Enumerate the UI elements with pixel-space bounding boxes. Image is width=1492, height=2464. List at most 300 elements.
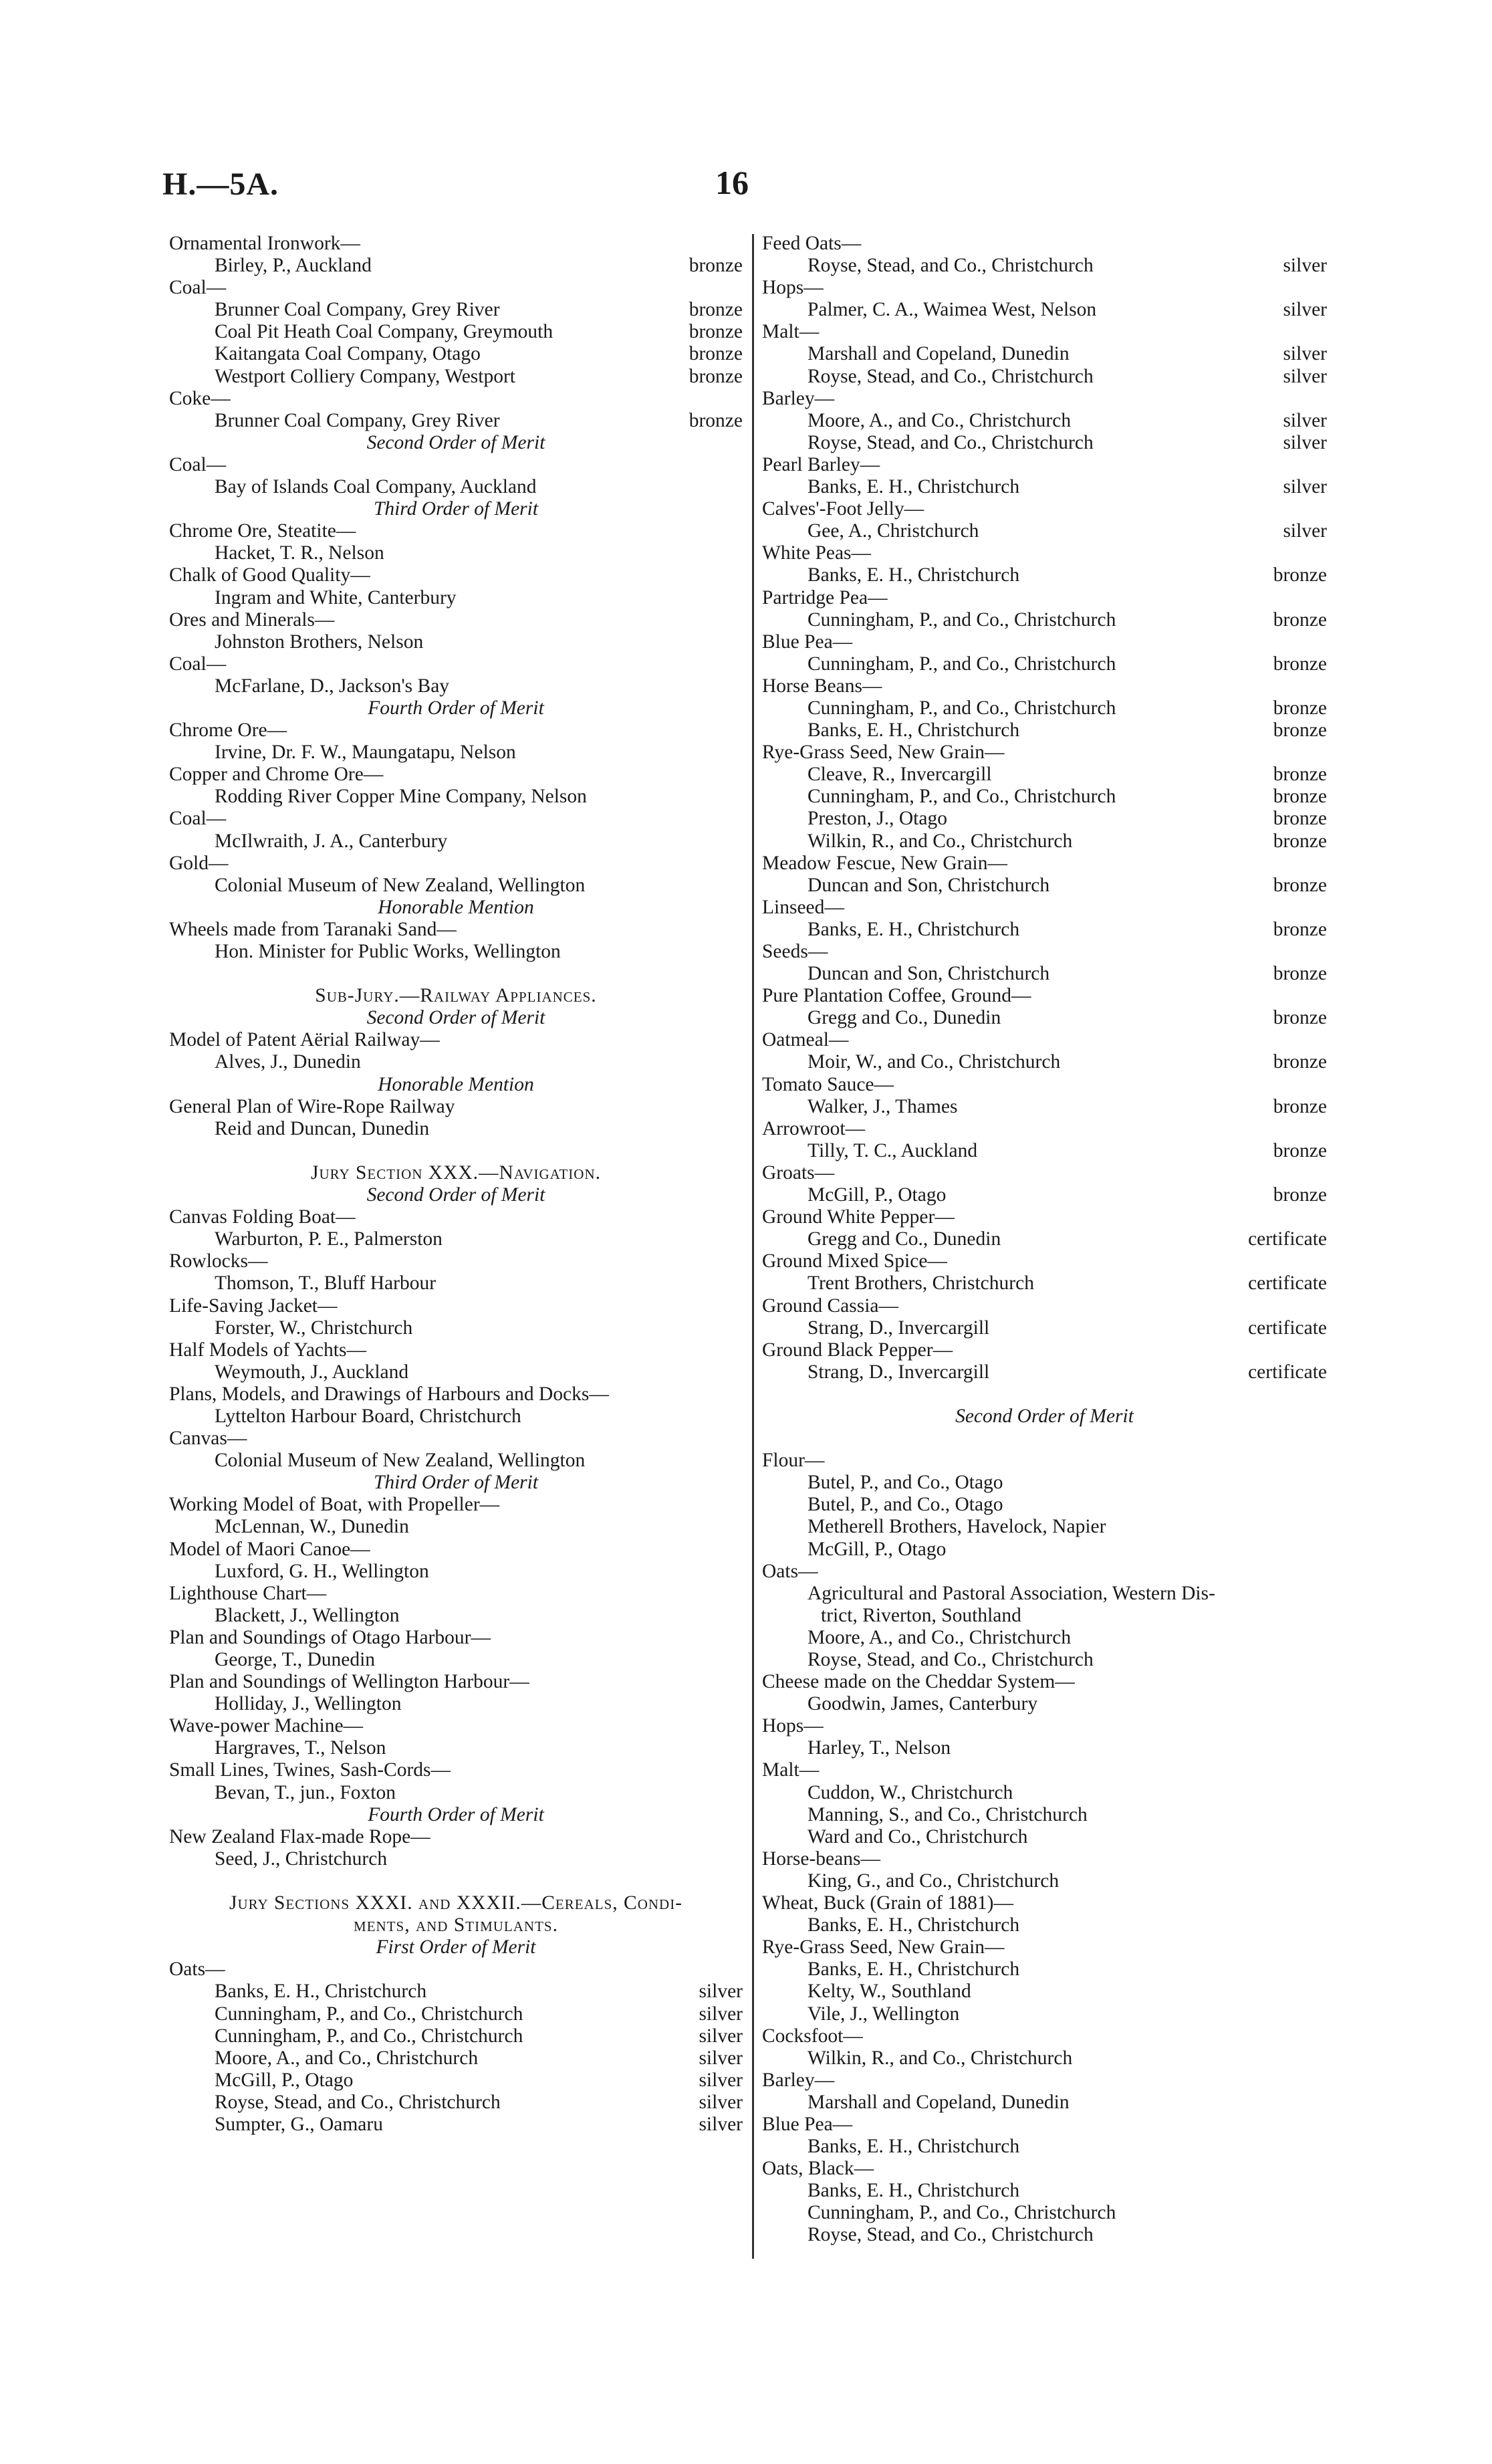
line-text: Banks, E. H., Christchurch: [807, 2136, 1020, 2158]
entry-line: [762, 410, 1327, 432]
entry-line: [169, 1450, 743, 1472]
line-text: First Order of Merit: [376, 1936, 536, 1958]
entry-line: [762, 1051, 1327, 1073]
line-text: McGill, P., Otago: [215, 2069, 354, 2091]
line-text: Chrome Ore—: [169, 719, 287, 742]
entry-line: [169, 631, 743, 653]
line-text: Rye-Grass Seed, New Grain—: [762, 742, 1005, 764]
entry-line: [762, 432, 1327, 454]
line-text: Gold—: [169, 852, 229, 874]
entry-line: [762, 1804, 1327, 1826]
line-text: Wheat, Buck (Grain of 1881)—: [762, 1892, 1014, 1914]
entry-line: [169, 1649, 743, 1671]
award-label: bronze: [1273, 608, 1327, 631]
line-text: Royse, Stead, and Co., Christchurch: [807, 431, 1094, 453]
category-line: [169, 388, 743, 410]
line-text: Ores and Minerals—: [169, 608, 335, 631]
line-text: Kelty, W., Southland: [807, 1981, 971, 2003]
entry-line: [762, 1870, 1327, 1892]
category-line: [762, 587, 1327, 609]
line-text: Banks, E. H., Christchurch: [215, 1981, 427, 2003]
line-text: Warburton, P. E., Palmerston: [215, 1228, 443, 1250]
award-label: certificate: [1248, 1272, 1327, 1295]
spacer: [169, 1140, 743, 1162]
order-of-merit-heading: [169, 432, 743, 454]
order-of-merit-heading: [169, 1936, 743, 1958]
category-line: [169, 1583, 743, 1605]
category-line: [169, 1383, 743, 1406]
line-text: Palmer, C. A., Waimea West, Nelson: [807, 299, 1097, 321]
category-line: [169, 1295, 743, 1317]
award-label: silver: [699, 2003, 743, 2025]
jury-section-heading: [169, 1162, 743, 1184]
entry-line: [169, 2092, 743, 2114]
award-label: bronze: [1273, 653, 1327, 675]
line-text: Birley, P., Auckland: [215, 255, 372, 277]
entry-line: [169, 1737, 743, 1759]
award-label: silver: [1283, 409, 1327, 431]
line-text: Cocksfoot—: [762, 2025, 863, 2047]
line-text: Marshall and Copeland, Dunedin: [807, 343, 1070, 365]
entry-line: [762, 1494, 1327, 1516]
page-number: 16: [715, 164, 749, 201]
line-text: King, G., and Co., Christchurch: [807, 1870, 1060, 1892]
line-text: Groats—: [762, 1161, 835, 1184]
line-text: Fourth Order of Merit: [368, 697, 544, 719]
order-of-merit-heading: [169, 1184, 743, 1206]
entry-line: [762, 1539, 1327, 1561]
award-label: bronze: [1273, 697, 1327, 719]
line-text: Blue Pea—: [762, 631, 853, 653]
line-text: Rye-Grass Seed, New Grain—: [762, 1936, 1005, 1958]
category-line: [762, 1162, 1327, 1184]
line-text: Manning, S., and Co., Christchurch: [807, 1803, 1088, 1825]
line-text: Life-Saving Jacket—: [169, 1295, 338, 1317]
line-text: Banks, E. H., Christchurch: [807, 1958, 1020, 1981]
entry-line: [169, 1516, 743, 1538]
line-text: Forster, W., Christchurch: [215, 1317, 413, 1339]
line-text: Model of Maori Canoe—: [169, 1538, 370, 1560]
award-label: bronze: [689, 321, 743, 343]
line-text: Canvas Folding Boat—: [169, 1206, 356, 1228]
entry-line: [169, 941, 743, 963]
line-text: Hacket, T. R., Nelson: [215, 542, 384, 564]
entry-line: [762, 520, 1327, 542]
line-text: Third Order of Merit: [373, 498, 539, 520]
line-text: Johnston Brothers, Nelson: [215, 631, 424, 653]
category-line: [169, 1250, 743, 1272]
entry-line: [169, 2069, 743, 2092]
category-line: [762, 454, 1327, 476]
category-line: [169, 1715, 743, 1737]
line-text: Ground Mixed Spice—: [762, 1250, 947, 1272]
order-of-merit-heading: [169, 1804, 743, 1826]
line-text: Seeds—: [762, 941, 828, 962]
category-line: [169, 564, 743, 586]
spacer: [169, 1870, 743, 1892]
jury-section-heading-continued: [169, 1914, 743, 1936]
category-line: [762, 1450, 1327, 1472]
order-of-merit-heading: [169, 897, 743, 919]
category-line: [762, 675, 1327, 697]
line-text: Coal—: [169, 277, 227, 299]
award-label: bronze: [1273, 874, 1327, 896]
category-line: [169, 520, 743, 542]
category-line: [762, 498, 1327, 520]
entry-line: [169, 875, 743, 897]
award-label: bronze: [689, 409, 743, 431]
entry-line: [762, 2136, 1327, 2158]
entry-line: [169, 410, 743, 432]
order-of-merit-heading: [169, 498, 743, 520]
line-text: Banks, E. H., Christchurch: [807, 918, 1020, 940]
entry-line: [169, 2047, 743, 2069]
category-line: [762, 631, 1327, 653]
line-text: Model of Patent Aërial Railway—: [169, 1029, 440, 1051]
line-text: Plan and Soundings of Otago Harbour—: [169, 1626, 491, 1648]
category-line: [762, 1339, 1327, 1361]
category-line: [169, 1494, 743, 1516]
entry-line: [762, 299, 1327, 321]
line-text: Banks, E. H., Christchurch: [807, 1914, 1020, 1936]
category-line: [762, 853, 1327, 875]
category-line: [169, 454, 743, 476]
spacer: [169, 963, 743, 985]
spacer: [762, 1383, 1327, 1406]
line-text: Gregg and Co., Dunedin: [807, 1007, 1001, 1029]
entry-line: [169, 1228, 743, 1250]
line-text: Chalk of Good Quality—: [169, 564, 370, 586]
entry-line: [169, 321, 743, 343]
line-text: Oatmeal—: [762, 1029, 849, 1051]
line-text: McFarlane, D., Jackson's Bay: [215, 675, 450, 697]
entry-line: [169, 1693, 743, 1715]
line-text: Blackett, J., Wellington: [215, 1604, 400, 1626]
category-line: [762, 985, 1327, 1007]
line-text: Banks, E. H., Christchurch: [807, 476, 1020, 498]
line-text: McLennan, W., Dunedin: [215, 1516, 409, 1538]
category-line: [169, 764, 743, 786]
entry-line: [169, 343, 743, 365]
order-of-merit-heading: [169, 1007, 743, 1029]
award-label: silver: [699, 1981, 743, 2003]
line-text: Second Order of Merit: [366, 431, 545, 453]
line-text: Partridge Pea—: [762, 586, 888, 608]
entry-line: [762, 1914, 1327, 1936]
line-text: Strang, D., Invercargill: [807, 1317, 990, 1339]
category-line: [169, 1206, 743, 1228]
award-label: bronze: [1273, 1095, 1327, 1117]
line-text: Flour—: [762, 1450, 825, 1472]
award-label: silver: [1283, 476, 1327, 498]
line-text: Cunningham, P., and Co., Christchurch: [807, 2202, 1116, 2224]
line-text: Marshall and Copeland, Dunedin: [807, 2091, 1070, 2113]
line-text: Reid and Duncan, Dunedin: [215, 1117, 430, 1139]
category-line: [169, 1428, 743, 1450]
entry-line: [169, 675, 743, 697]
line-text: Tilly, T. C., Auckland: [807, 1139, 978, 1161]
entry-line: [762, 1096, 1327, 1118]
award-label: silver: [1283, 520, 1327, 542]
line-text: Blue Pea—: [762, 2113, 853, 2135]
line-text: Horse-beans—: [762, 1847, 880, 1870]
category-line: [762, 2069, 1327, 2092]
line-text: Feed Oats—: [762, 233, 862, 254]
entry-line: [169, 1605, 743, 1627]
column-divider: [752, 234, 754, 2259]
line-text: Plan and Soundings of Wellington Harbour—: [169, 1671, 529, 1693]
category-line: [169, 233, 743, 255]
line-text: Coal—: [169, 653, 227, 675]
line-text: Moore, A., and Co., Christchurch: [807, 1626, 1072, 1648]
line-text: Copper and Chrome Ore—: [169, 764, 384, 786]
category-line: [762, 277, 1327, 299]
entry-line: [169, 1272, 743, 1295]
line-text: Jury Sections XXXI. and XXXII.—Cereals, Condi-: [229, 1892, 683, 1914]
line-text: Linseed—: [762, 896, 844, 918]
entry-line: [762, 343, 1327, 365]
line-text: Moore, A., and Co., Christchurch: [215, 2047, 479, 2069]
line-text: Cleave, R., Invercargill: [807, 764, 992, 786]
category-line: [762, 1848, 1327, 1870]
line-text: Cheese made on the Cheddar System—: [762, 1671, 1075, 1693]
line-text: Strang, D., Invercargill: [807, 1361, 990, 1383]
line-text: Hargraves, T., Nelson: [215, 1737, 386, 1759]
category-line: [169, 719, 743, 742]
line-text: Coal—: [169, 808, 227, 830]
line-text: Walker, J., Thames: [807, 1095, 958, 1117]
category-line: [762, 1118, 1327, 1140]
category-line: [169, 919, 743, 941]
entry-line: [762, 1782, 1327, 1804]
entry-line: [762, 2092, 1327, 2114]
category-line: [762, 1671, 1327, 1693]
entry-line: [762, 963, 1327, 985]
line-text: Sumpter, G., Oamaru: [215, 2113, 383, 2135]
entry-line: [762, 1007, 1327, 1029]
line-text: Moore, A., and Co., Christchurch: [807, 409, 1072, 431]
line-text: Lighthouse Chart—: [169, 1582, 327, 1604]
entry-line: [169, 2114, 743, 2136]
entry-line: [762, 1272, 1327, 1295]
line-text: ments, and Stimulants.: [354, 1914, 558, 1936]
category-line: [762, 388, 1327, 410]
entry-line: [762, 1583, 1327, 1605]
entry-line: [762, 697, 1327, 719]
entry-line: [169, 1406, 743, 1428]
line-text: Chrome Ore, Steatite—: [169, 520, 356, 542]
category-line: [762, 1206, 1327, 1228]
entry-line: [762, 1826, 1327, 1848]
entry-line: [169, 742, 743, 764]
entry-line: [169, 1361, 743, 1383]
line-text: Royse, Stead, and Co., Christchurch: [807, 365, 1094, 387]
line-text: General Plan of Wire-Rope Railway: [169, 1095, 455, 1117]
line-text: Plans, Models, and Drawings of Harbours and Docks—: [169, 1383, 609, 1405]
entry-line: [169, 255, 743, 277]
line-text: Ground White Pepper—: [762, 1206, 955, 1228]
entry-line: [762, 564, 1327, 586]
award-label: certificate: [1248, 1228, 1327, 1250]
line-text: Barley—: [762, 2069, 835, 2091]
award-label: bronze: [1273, 830, 1327, 852]
category-line: [169, 1759, 743, 1781]
entry-line: [169, 830, 743, 853]
line-text: Rowlocks—: [169, 1250, 268, 1272]
line-text: Oats—: [169, 1958, 225, 1981]
line-text: Wave-power Machine—: [169, 1715, 364, 1737]
line-text: Colonial Museum of New Zealand, Wellington: [215, 1450, 586, 1472]
entry-line: [169, 1561, 743, 1583]
entry-line: [169, 2025, 743, 2047]
category-line: [762, 742, 1327, 764]
entry-line: [762, 1516, 1327, 1538]
award-label: bronze: [1273, 1007, 1327, 1029]
line-text: Rodding River Copper Mine Company, Nelson: [215, 786, 587, 808]
line-text: Brunner Coal Company, Grey River: [215, 299, 500, 321]
category-line: [169, 609, 743, 631]
line-text: Meadow Fescue, New Grain—: [762, 852, 1008, 874]
entry-line: [762, 1693, 1327, 1715]
entry-line: [762, 1361, 1327, 1383]
line-text: Ward and Co., Christchurch: [807, 1825, 1028, 1847]
line-text: Royse, Stead, and Co., Christchurch: [807, 2224, 1094, 2246]
line-text: Pure Plantation Coffee, Ground—: [762, 985, 1031, 1007]
entry-line: [762, 255, 1327, 277]
line-text: Small Lines, Twines, Sash-Cords—: [169, 1759, 451, 1781]
line-text: Banks, E. H., Christchurch: [807, 564, 1020, 586]
line-text: Bay of Islands Coal Company, Auckland: [215, 476, 537, 498]
line-text: Moir, W., and Co., Christchurch: [807, 1051, 1061, 1073]
line-text: Wheels made from Taranaki Sand—: [169, 918, 457, 940]
entry-line: [762, 919, 1327, 941]
line-text: Vile, J., Wellington: [807, 2003, 960, 2025]
category-line: [169, 1339, 743, 1361]
line-text: Honorable Mention: [378, 896, 534, 918]
line-text: New Zealand Flax-made Rope—: [169, 1825, 430, 1847]
category-line: [762, 1715, 1327, 1737]
entry-line: [169, 299, 743, 321]
line-text: Irvine, Dr. F. W., Maungatapu, Nelson: [215, 742, 516, 764]
award-label: bronze: [1273, 786, 1327, 808]
category-line: [762, 542, 1327, 564]
award-label: bronze: [1273, 808, 1327, 830]
line-text: Tomato Sauce—: [762, 1073, 894, 1095]
entry-line: [762, 830, 1327, 853]
jury-section-heading: [169, 985, 743, 1007]
line-text: Kaitangata Coal Company, Otago: [215, 343, 481, 365]
line-text: trict, Riverton, Southland: [821, 1604, 1021, 1626]
line-text: Hops—: [762, 1715, 824, 1737]
line-text: Ground Black Pepper—: [762, 1339, 953, 1361]
category-line: [762, 1295, 1327, 1317]
category-line: [169, 1627, 743, 1649]
line-text: Westport Colliery Company, Westport: [215, 365, 515, 387]
line-text: Hops—: [762, 277, 824, 299]
entry-line: [762, 1184, 1327, 1206]
line-text: Gee, A., Christchurch: [807, 520, 979, 542]
entry-line: [762, 1317, 1327, 1339]
entry-line: [762, 808, 1327, 830]
line-text: Bevan, T., jun., Foxton: [215, 1781, 396, 1803]
award-label: bronze: [1273, 1139, 1327, 1161]
entry-line: [169, 1782, 743, 1804]
line-text: Oats—: [762, 1560, 818, 1582]
line-text: Honorable Mention: [378, 1073, 534, 1095]
line-text: Coal Pit Heath Coal Company, Greymouth: [215, 321, 553, 343]
line-text: Brunner Coal Company, Grey River: [215, 409, 500, 431]
line-text: Weymouth, J., Auckland: [215, 1361, 409, 1383]
entry-line: [762, 2047, 1327, 2069]
award-label: bronze: [689, 299, 743, 321]
award-label: bronze: [1273, 719, 1327, 742]
line-text: Luxford, G. H., Wellington: [215, 1560, 429, 1582]
line-text: Ornamental Ironwork—: [169, 233, 360, 254]
entry-line: [762, 653, 1327, 675]
category-line: [169, 1539, 743, 1561]
line-text: Hon. Minister for Public Works, Wellington: [215, 941, 561, 962]
award-label: bronze: [1273, 1184, 1327, 1206]
line-text: Wilkin, R., and Co., Christchurch: [807, 2047, 1073, 2069]
line-text: McGill, P., Otago: [807, 1538, 947, 1560]
award-label: silver: [699, 2091, 743, 2113]
category-line: [762, 1029, 1327, 1051]
category-line: [169, 1096, 743, 1118]
award-label: bronze: [1273, 764, 1327, 786]
category-line: [169, 853, 743, 875]
line-text: McGill, P., Otago: [807, 1184, 947, 1206]
entry-line: [169, 1848, 743, 1870]
line-text: Ground Cassia—: [762, 1295, 899, 1317]
category-line: [762, 2114, 1327, 2136]
entry-line: [762, 609, 1327, 631]
entry-line: [762, 875, 1327, 897]
line-text: Oats, Black—: [762, 2158, 874, 2180]
entry-line: [762, 1981, 1327, 2003]
award-label: bronze: [689, 343, 743, 365]
category-line: [169, 808, 743, 830]
line-text: Preston, J., Otago: [807, 808, 947, 830]
line-text: Coke—: [169, 387, 231, 409]
entry-line: [762, 2202, 1327, 2224]
entry-line: [762, 1737, 1327, 1759]
line-text: Seed, J., Christchurch: [215, 1847, 388, 1870]
line-text: Canvas—: [169, 1428, 247, 1450]
category-line: [762, 897, 1327, 919]
entry-line: [169, 1118, 743, 1140]
line-text: Pearl Barley—: [762, 453, 880, 475]
line-text: George, T., Dunedin: [215, 1649, 376, 1670]
entry-line: [169, 542, 743, 564]
line-text: Duncan and Son, Christchurch: [807, 963, 1050, 985]
entry-line: [169, 587, 743, 609]
entry-line: [169, 1981, 743, 2003]
line-text: Half Models of Yachts—: [169, 1339, 366, 1361]
line-text: Alves, J., Dunedin: [215, 1051, 361, 1073]
line-text: Third Order of Merit: [373, 1472, 539, 1494]
line-text: Banks, E. H., Christchurch: [807, 719, 1020, 742]
line-text: Cunningham, P., and Co., Christchurch: [807, 653, 1116, 675]
category-line: [762, 1936, 1327, 1958]
line-text: Agricultural and Pastoral Association, Western Dis-: [807, 1582, 1215, 1604]
line-text: Cunningham, P., and Co., Christchurch: [807, 697, 1116, 719]
line-text: Butel, P., and Co., Otago: [807, 1494, 1003, 1516]
line-text: Cunningham, P., and Co., Christchurch: [807, 608, 1116, 631]
category-line: [762, 1759, 1327, 1781]
award-label: silver: [1283, 431, 1327, 453]
line-text: Arrowroot—: [762, 1117, 866, 1139]
line-text: Royse, Stead, and Co., Christchurch: [807, 255, 1094, 277]
